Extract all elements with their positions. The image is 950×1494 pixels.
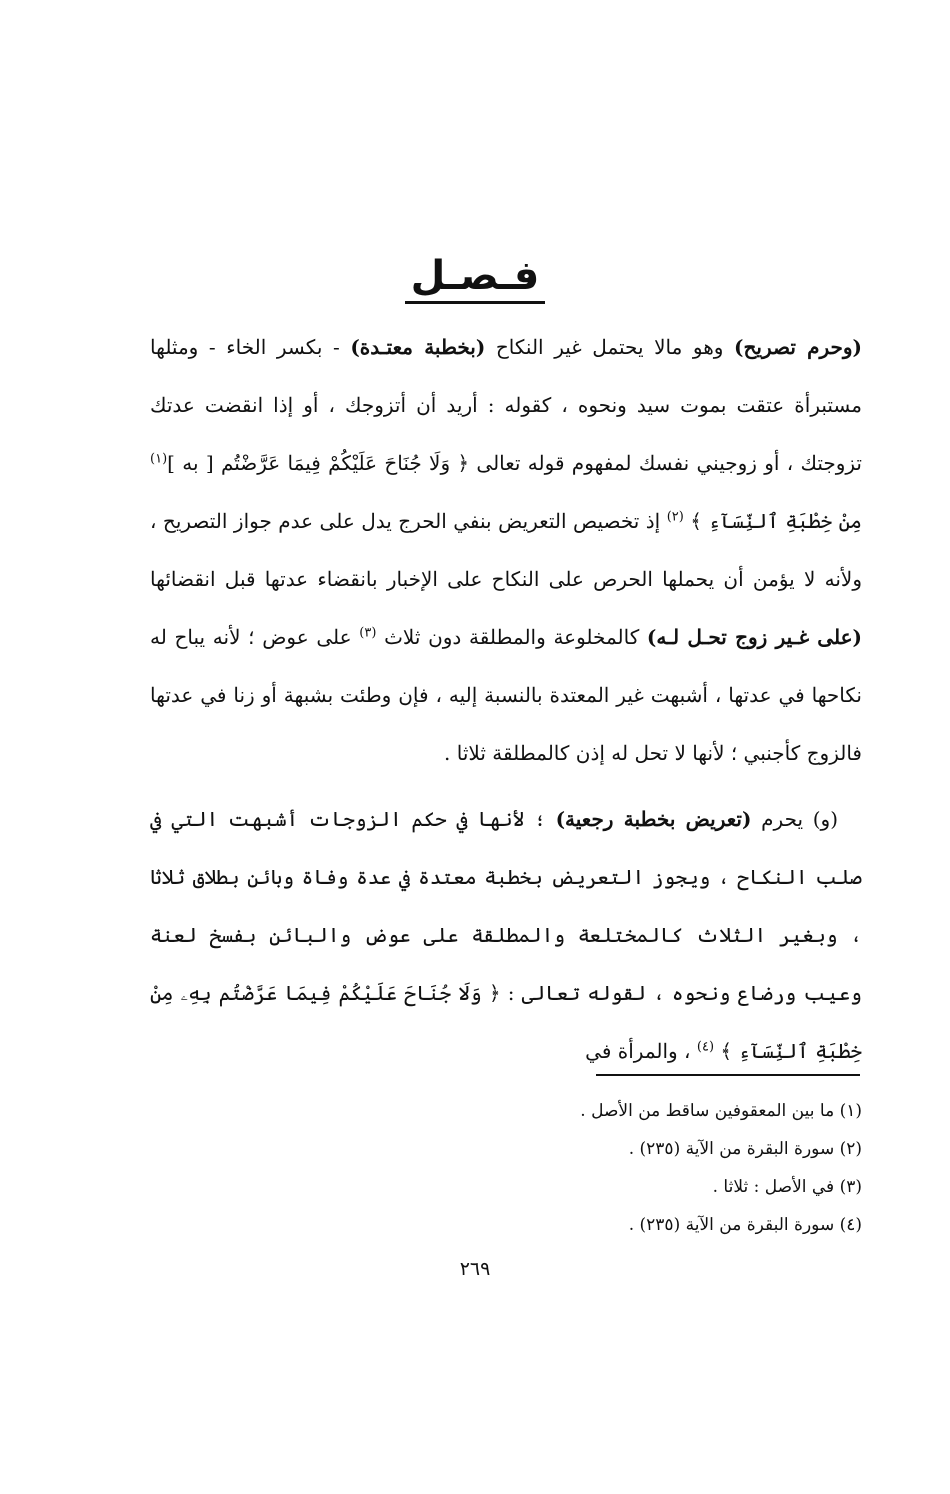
footnote-ref-2[interactable]: (٢)	[666, 509, 684, 525]
footnote-3: (٣) في الأصل : ثلاثا .	[712, 1177, 862, 1197]
footnotes	[450, 1092, 862, 1244]
section-heading: فـصـل	[0, 248, 950, 304]
page-number: ٢٦٩	[459, 1258, 491, 1280]
footnote-ref-4[interactable]: (٤)	[696, 1039, 715, 1055]
paragraph-1: (وحرم تصريح) وهو مالا يحتمل غير النكاح (بخطبة معتـدة) - بكسر الخاء - ومثلها مستبرأة عتقت بموت سيد ونحوه ، كقوله : أريد أن أتزوجك ، أو إذا انقضت عدتك تزوجتك ، أو زوجيني نفسك لمفهوم قوله تعالى ﴿ وَلَا جُنَاحَ عَلَيْكُمْ فِيمَا عَرَّضْتُم [ به ]$^{(١)}$ مِنْ خِطْبَةِ ٱلنِّسَآءِ ﴾ $^{(٢)}$ إذ تخصيص التعريض بنفي الحرج يدل على عدم جواز التصريح ، ولأنه لا يؤمن أن يحملها الحرص على النكاح على الإخبار بانقضاء عدتها قبل انقضائها (على غـير زوج تحـل لـه) كالمخلوعة والمطلقة دون ثلاث $^{(٣)}$ على عوض ؛ لأنه يباح له نكاحها في عدتها ، أشبهت غير المعتدة بالنسبة إليه ، فإن وطئت بشبهة أو زنا في عدتها فالزوج كأجنبي ؛ لأنها لا تحل له إذن كالمطلقة ثلاثا .	[150, 335, 863, 765]
footnote-4: (٤) سورة البقرة من الآية (٢٣٥) .	[628, 1215, 862, 1235]
footnote-1: (١) ما بين المعقوفين ساقط من الأصل .	[580, 1101, 862, 1121]
paragraph-2: (و) يحرم (تعريض بخطبة رجعية) ؛ لأنها في حكم الزوجات أشبهت التي في صلب النكاح ، ويجوز التعريض بخطبة معتدة في عدة وفاة وبائن بطلاق ثلاثا ، وبغير الثلاث كالمختلعة والمطلقة على عوض والبائن بفسخ لعنة وعيب ورضاع ونحوه ، لقوله تعالى : ﴿ وَلَا جُنَاحَ عَلَيْكُمْ فِيمَا عَرَّضْتُم بِهِۦ مِنْ خِطْبَةِ ٱلنِّسَآءِ ﴾ $^{(٤)}$ ، والمرأة في	[150, 807, 862, 1063]
footnote-separator	[596, 1074, 860, 1076]
body-text	[150, 318, 862, 1080]
footnote-ref-1[interactable]: (١)	[150, 451, 168, 467]
footnote-2: (٢) سورة البقرة من الآية (٢٣٥) .	[628, 1139, 862, 1159]
footnote-ref-3[interactable]: (٣)	[359, 625, 377, 641]
